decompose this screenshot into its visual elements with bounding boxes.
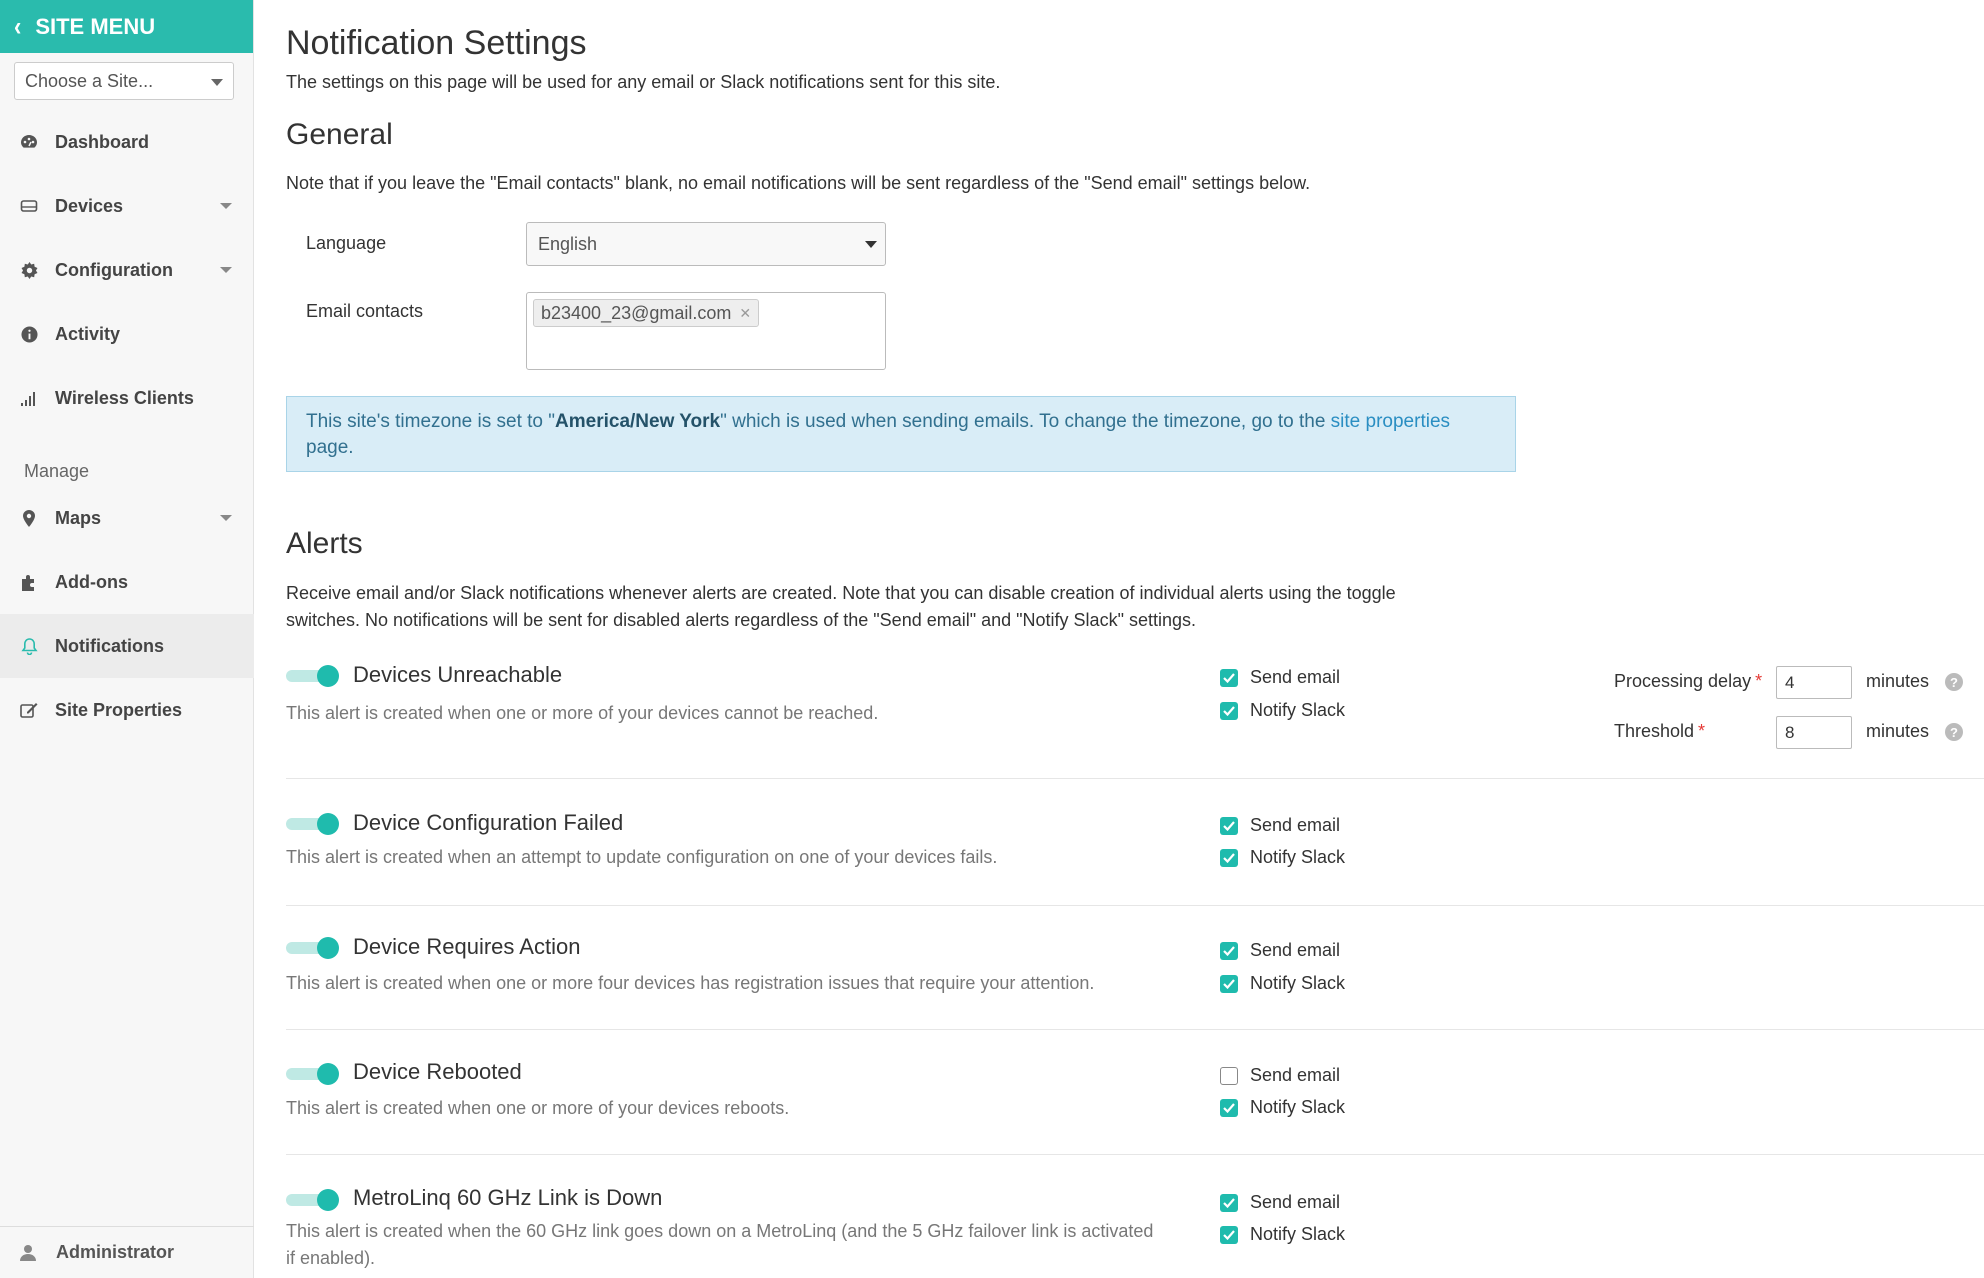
puzzle-icon	[20, 573, 38, 591]
notify-slack-checkbox[interactable]	[1220, 1097, 1345, 1118]
notify-slack-checkbox[interactable]	[1220, 1224, 1345, 1245]
help-icon[interactable]: ?	[1945, 723, 1963, 741]
tz-text-pre: This site's timezone is set to "	[306, 411, 556, 432]
alert-row	[286, 926, 1984, 1030]
minutes-label: minutes	[1866, 671, 1930, 691]
sidebar-item-label: Notifications	[55, 635, 165, 656]
map-pin-icon	[20, 509, 38, 527]
alert-row	[286, 1178, 1984, 1278]
notify-slack-label: Notify Slack	[1250, 1224, 1346, 1244]
user-icon	[20, 1244, 36, 1261]
alert-description: This alert is created when an attempt to update configuration on one of your devices fails.	[286, 847, 998, 867]
site-select-value: Choose a Site...	[25, 71, 154, 91]
notify-slack-checkbox[interactable]	[1220, 847, 1345, 868]
caret-down-icon	[220, 203, 232, 209]
sidebar-item-label: Devices	[55, 195, 124, 216]
minutes-label: minutes	[1866, 721, 1930, 741]
user-name: Administrator	[56, 1242, 175, 1262]
processing-delay-label: Processing delay *	[1614, 671, 1763, 691]
checkbox-checked-icon	[1220, 849, 1238, 867]
sidebar	[0, 0, 254, 1278]
notify-slack-label: Notify Slack	[1250, 847, 1346, 867]
language-label: Language	[306, 233, 387, 253]
sidebar-item-configuration[interactable]	[0, 238, 254, 302]
general-heading: General	[286, 118, 393, 151]
checkbox-checked-icon	[1220, 1226, 1238, 1244]
gear-icon	[20, 261, 38, 279]
site-menu-back-button[interactable]	[0, 0, 253, 53]
help-icon[interactable]: ?	[1945, 673, 1963, 691]
send-email-checkbox[interactable]	[1220, 667, 1340, 688]
email-tag	[533, 299, 759, 327]
remove-tag-icon[interactable]: ✕	[739, 304, 752, 321]
alert-row	[286, 654, 1984, 779]
language-value: English	[538, 234, 598, 254]
timezone-info-box	[286, 396, 1516, 472]
required-marker: *	[1755, 671, 1763, 691]
sidebar-item-maps[interactable]	[0, 486, 254, 550]
send-email-label: Send email	[1250, 815, 1341, 835]
checkbox-checked-icon	[1220, 975, 1238, 993]
notify-slack-label: Notify Slack	[1250, 1097, 1346, 1117]
caret-down-icon	[865, 241, 877, 248]
email-contacts-field[interactable]	[526, 292, 886, 370]
send-email-checkbox[interactable]	[1220, 1065, 1340, 1086]
alert-row	[286, 1052, 1984, 1155]
send-email-label: Send email	[1250, 940, 1341, 960]
alert-description: This alert is created when one or more of your devices cannot be reached.	[286, 703, 879, 723]
alert-toggle[interactable]	[286, 665, 342, 687]
chevron-left-icon: ‹	[14, 10, 22, 41]
email-contacts-label: Email contacts	[306, 301, 424, 321]
notify-slack-label: Notify Slack	[1250, 973, 1346, 993]
palette-icon	[20, 133, 38, 151]
alerts-heading: Alerts	[286, 527, 363, 560]
checkbox-checked-icon	[1220, 702, 1238, 720]
alert-description: This alert is created when the 60 GHz link goes down on a MetroLinq (and the 5 GHz failover link is activated if enabled).	[286, 1221, 1154, 1268]
sidebar-item-notifications[interactable]	[0, 614, 254, 678]
alert-title: Device Rebooted	[353, 1059, 522, 1084]
user-menu[interactable]	[0, 1226, 254, 1278]
send-email-label: Send email	[1250, 1065, 1341, 1085]
sidebar-item-label: Activity	[55, 323, 121, 344]
alert-description: This alert is created when one or more of your devices reboots.	[286, 1098, 790, 1118]
checkbox-checked-icon	[1220, 817, 1238, 835]
send-email-checkbox[interactable]	[1220, 940, 1340, 961]
general-note: Note that if you leave the "Email contacts" blank, no email notifications will be sent regardless of the "Send email" settings below.	[286, 173, 1311, 193]
notify-slack-checkbox[interactable]	[1220, 973, 1345, 994]
alert-toggle[interactable]	[286, 1189, 342, 1211]
notify-slack-label: Notify Slack	[1250, 700, 1346, 720]
sidebar-item-dashboard[interactable]	[0, 110, 254, 174]
alert-toggle[interactable]	[286, 1063, 342, 1085]
caret-down-icon	[220, 515, 232, 521]
alert-title: Devices Unreachable	[353, 662, 563, 687]
bell-icon	[20, 637, 38, 655]
alert-toggle[interactable]	[286, 813, 342, 835]
drive-icon	[20, 197, 38, 215]
sidebar-item-add-ons[interactable]	[0, 550, 254, 614]
sidebar-item-label: Maps	[55, 507, 102, 528]
signal-icon	[20, 389, 38, 407]
alert-row	[286, 802, 1984, 906]
tz-name: America/New York	[555, 411, 721, 432]
tz-text-post: page.	[306, 437, 354, 458]
checkbox-checked-icon	[1220, 669, 1238, 687]
sidebar-item-label: Configuration	[55, 259, 173, 280]
caret-down-icon	[211, 79, 223, 86]
required-marker: *	[1698, 721, 1706, 741]
site-properties-link[interactable]: site properties	[1330, 411, 1451, 432]
tz-text-mid: " which is used when sending emails. To change the timezone, go to the	[720, 411, 1331, 432]
checkbox-checked-icon	[1220, 1194, 1238, 1212]
alert-description: This alert is created when one or more four devices has registration issues that require your attention.	[286, 973, 1095, 993]
send-email-checkbox[interactable]	[1220, 1192, 1340, 1213]
page-title: Notification Settings	[286, 24, 587, 62]
processing-delay-input[interactable]	[1776, 666, 1852, 699]
email-tag-text: b23400_23@gmail.com	[541, 302, 732, 323]
alert-toggle[interactable]	[286, 937, 342, 959]
edit-icon	[20, 701, 38, 719]
sidebar-item-label: Site Properties	[55, 699, 183, 720]
threshold-input[interactable]	[1776, 716, 1852, 749]
page-subtitle: The settings on this page will be used for any email or Slack notifications sent for this site.	[286, 72, 1001, 92]
sidebar-item-label: Dashboard	[55, 131, 150, 152]
sidebar-item-activity[interactable]	[0, 302, 254, 366]
sidebar-item-label: Add-ons	[55, 571, 128, 592]
language-select[interactable]	[526, 222, 886, 266]
sidebar-item-wireless-clients[interactable]	[0, 366, 254, 430]
checkbox-unchecked-icon	[1220, 1067, 1238, 1085]
sidebar-item-devices[interactable]	[0, 174, 254, 238]
alert-title: Device Requires Action	[353, 934, 581, 959]
site-menu-title: SITE MENU	[35, 13, 156, 39]
send-email-label: Send email	[1250, 667, 1341, 687]
site-select[interactable]	[14, 62, 234, 100]
checkbox-checked-icon	[1220, 1099, 1238, 1117]
alert-title: Device Configuration Failed	[353, 810, 624, 835]
caret-down-icon	[220, 267, 232, 273]
manage-section-label: Manage	[24, 461, 90, 481]
send-email-checkbox[interactable]	[1220, 815, 1340, 836]
threshold-label: Threshold *	[1614, 721, 1706, 741]
checkbox-checked-icon	[1220, 942, 1238, 960]
info-icon	[20, 325, 38, 343]
send-email-label: Send email	[1250, 1192, 1341, 1212]
alerts-note: Receive email and/or Slack notifications whenever alerts are created. Note that you can disable creation of individual alerts using the toggle switches. No notifications will be sent for disabled alerts regardless of the "Send email" and "Notify Slack" settings.	[286, 583, 1396, 630]
notify-slack-checkbox[interactable]	[1220, 700, 1345, 721]
alert-title: MetroLinq 60 GHz Link is Down	[353, 1185, 663, 1210]
sidebar-item-label: Wireless Clients	[55, 387, 194, 408]
sidebar-item-site-properties[interactable]	[0, 678, 254, 742]
